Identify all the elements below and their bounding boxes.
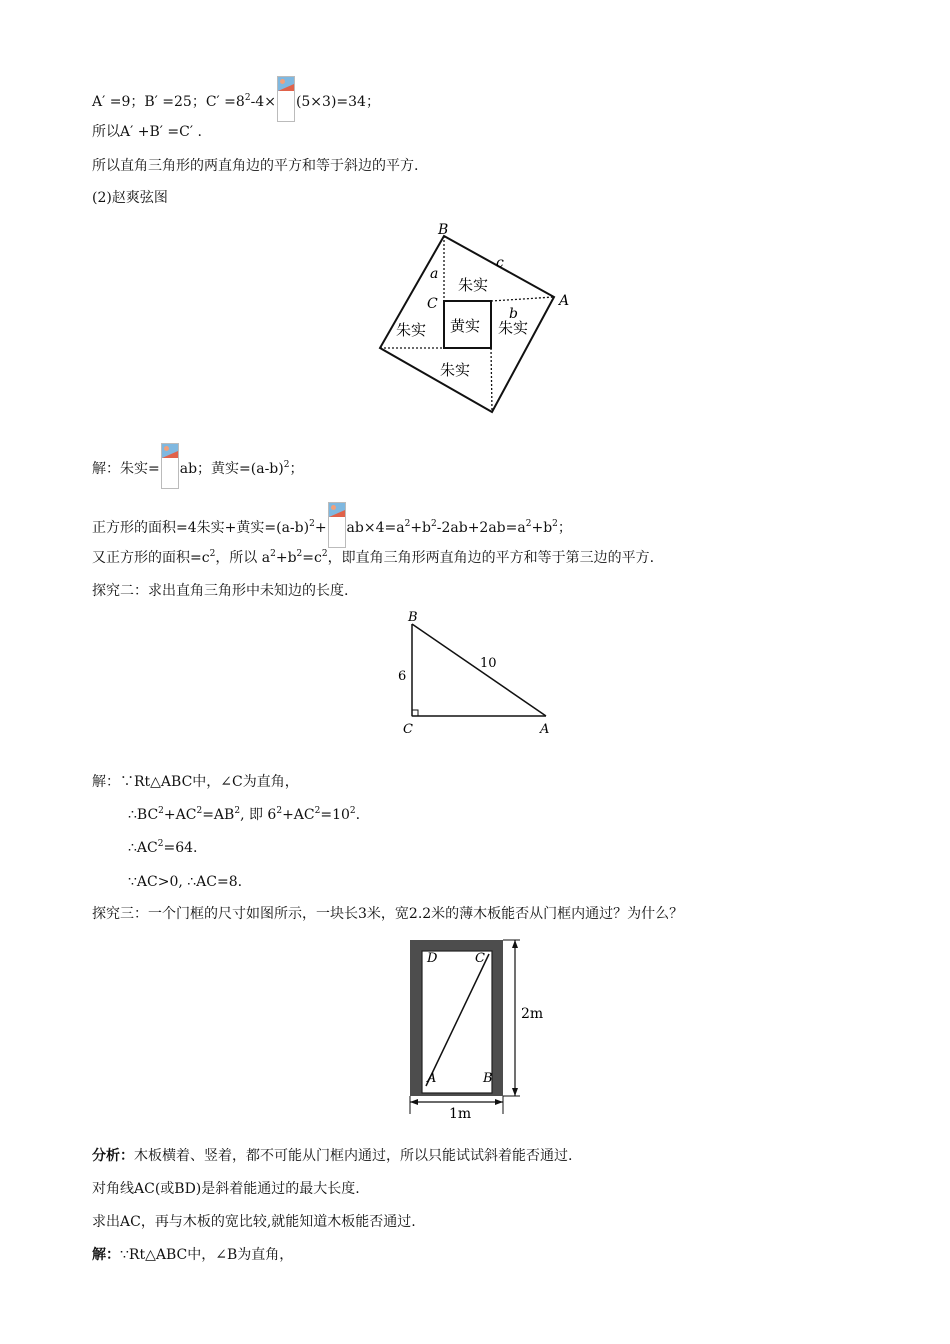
calc-line: A′ =9；B′ =25；$C' =8^2-4\times$ (5×3)=34； [92,76,380,122]
label-A: A [427,1071,437,1086]
section-heading: (2)赵爽弦图 [92,190,168,206]
label-A: A [540,722,550,737]
fraction-image-icon [161,443,179,489]
label-a: a [430,266,439,282]
label-width: 1m [449,1106,472,1119]
label-ten: 10 [480,656,497,671]
explore-two-heading: 探究二：求出直角三角形中未知边的长度. [92,583,349,599]
solution-two-line1: 解：∵Rt△ABC中，∠C为直角， [92,774,299,790]
solution-two-line4: ∵AC>0, ∴AC=8. [128,874,243,890]
analysis-line: 分析：木板横着、竖着，都不可能从门框内通过，所以只能试试斜着能否通过. [92,1148,573,1164]
label-B: B [483,1071,493,1086]
right-triangle-diagram [390,606,560,741]
door-frame-diagram [400,934,560,1119]
label-A: A [559,293,570,309]
label-c: c [496,255,504,271]
label-D: D [427,951,438,966]
fraction-image-icon [328,502,346,548]
solution-three-line: 解：∵Rt△ABC中，∠B为直角， [92,1247,294,1263]
label-height: 2m [521,1006,544,1022]
explore-three-heading: 探究三：一个门框的尺寸如图所示，一块长3米，宽2.2米的薄木板能否从门框内通过？为什么？ [92,906,684,922]
area-conclusion: 又正方形的面积$=c^2$，所以 $a^2+b^2=c^2$，即直角三角形两直角边的平方和等于第三边的平方. [92,549,655,566]
solution-two-line3: $\therefore AC^2=64$. [128,839,198,856]
label-zhu-left: 朱实 [396,321,427,339]
label-zhu-bottom: 朱实 [440,361,471,379]
label-C: C [403,722,413,737]
compare-line: 求出AC，再与木板的宽比较,就能知道木板能否通过. [92,1214,416,1230]
label-B: B [408,610,418,625]
zhao-shuang-diagram [370,218,580,418]
label-b: b [509,306,518,322]
label-zhu-right: 朱实 [498,319,529,337]
theorem-line: 所以直角三角形的两直角边的平方和等于斜边的平方. [92,158,419,174]
solution-line: 解：朱实= ab；黄实$=(a-b)^2$； [92,443,303,489]
label-C: C [475,951,485,966]
label-zhu-top: 朱实 [458,276,489,294]
label-B: B [438,222,449,238]
label-C: C [427,296,438,312]
label-huang: 黄实 [450,317,481,335]
area-line: 正方形的面积=4朱实+黄实$=(a-b)^2+$ $ab\times 4=a^2+b^2-2ab+2ab=a^2+b^2$； [92,502,572,548]
fraction-image-icon [277,76,295,122]
conclusion-line: 所以A′ +B′ =C′ . [92,124,202,140]
diagonal-line: 对角线AC(或BD)是斜着能通过的最大长度. [92,1181,360,1197]
solution-two-line2: $\therefore BC^2+AC^2=AB^2$, 即 $6^2+AC^2=10^2$. [128,806,361,823]
label-six: 6 [398,669,407,684]
